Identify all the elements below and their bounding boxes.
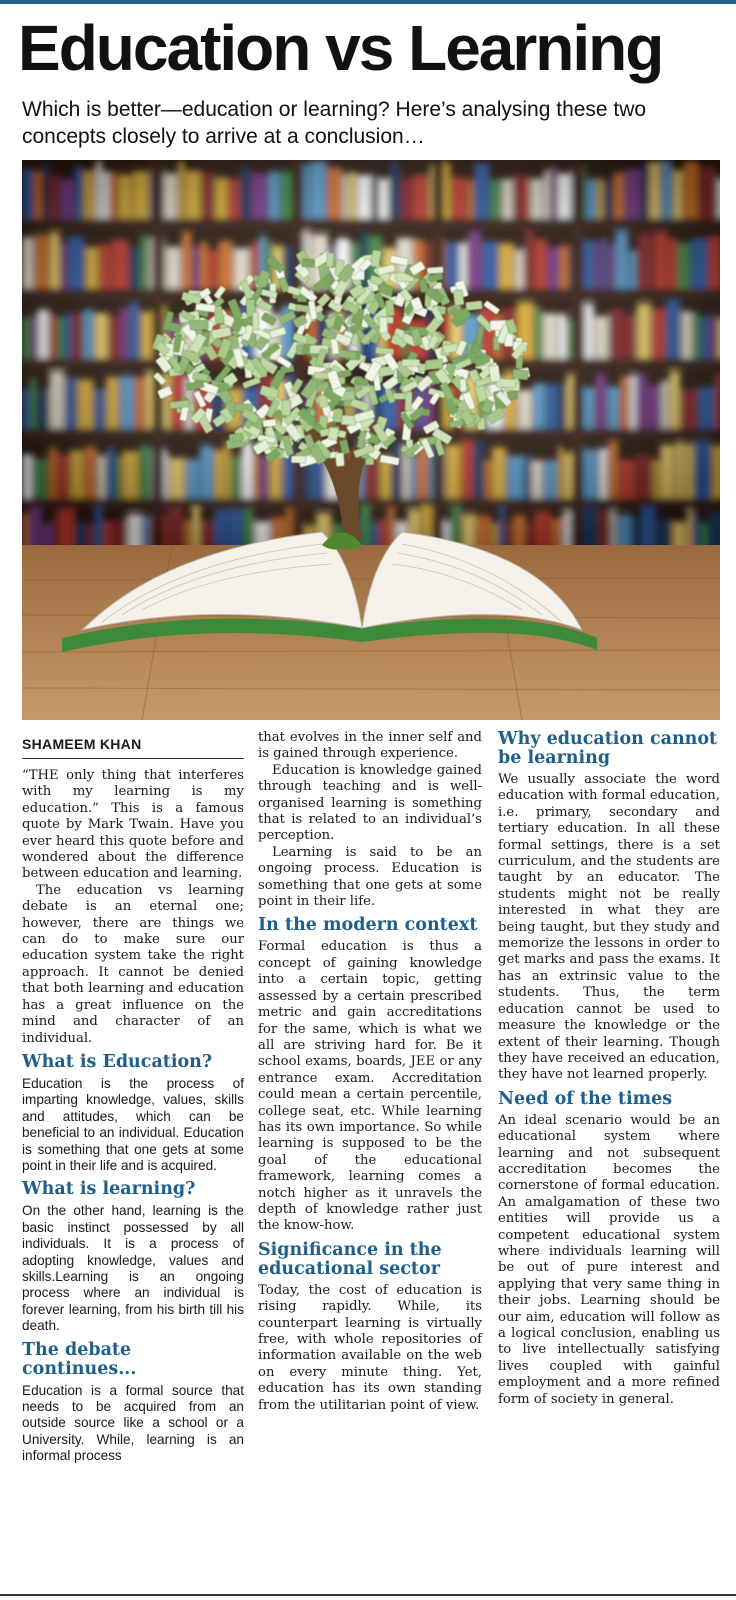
heading-need-of-the-times: Need of the times <box>498 1088 673 1109</box>
banknote-leaf <box>489 365 501 382</box>
what-is-learning-text: On the other hand, learning is the basic instinct possessed by all individuals. It is a process of adopting knowledge, values and skills.Learning is an ongoing process where an individual is forever learning, from his birth till his death. <box>22 1203 244 1334</box>
banknote-leaf <box>512 369 528 380</box>
banknote-leaf <box>453 290 464 306</box>
significance-text: Today, the cost of education is rising rapidly. While, its counterpart learning is virtually free, with whole repositories of information available on the web on every minute thing. Yet, education has its own standing from the utilitarian point of view. <box>258 1282 482 1413</box>
why-text: We usually associate the word education with formal education, i.e. primary, secondary and tertiary education. In all these formal settings, there is a set curriculum, and the students are taught by an educator. The students might not be really interested in what they are being taught, but they study and memorize the lessons in order to get marks and pass the exams. It has an extrinsic value to the students. Thus, the term education cannot be used to measure the knowledge or the extent of their learning. Though they have received an education, they have not learned properly. <box>498 772 720 1083</box>
debate-paragraph-2: Education is knowledge gained through teaching and is well-organised learning is something that is related to an individual’s perception. <box>258 762 482 844</box>
heading-why-education-cannot-be-learning: Why education cannot be learning <box>498 729 718 768</box>
banknote-leaf <box>281 400 291 416</box>
banknote-leaf <box>425 359 443 370</box>
banknote-leaf <box>379 317 387 333</box>
banknote-leaf <box>252 312 258 330</box>
heading-what-is-learning: What is learning? <box>22 1179 196 1200</box>
intro-paragraph-2: The education vs learning debate is an eternal one; however, there are things we can do to make sure our education system take the right approach. It cannot be denied that both learning and education has a great influence on the mind and character of an individual. <box>22 882 244 1046</box>
heading-significance: Significance in the educational sector <box>258 1239 442 1279</box>
banknote-leaf <box>333 409 343 422</box>
modern-context-text: Formal education is thus a concept of gaining knowledge into a certain topic, getting assessed by a certain prescribed metric and gain accreditations for the same, which is what we all are striving hard for. Be it school exams, boards, JEE or any entrance exam. Accreditation could mean a certain percentile, college seat, etc. While learning has its own importance. So while learning is supposed to be the goal of the educational framework, learning comes a notch higher as it unravels the depth of knowledge rather just the know-how. <box>258 939 482 1234</box>
banknote-leaf <box>405 392 412 411</box>
banknote-leaf <box>335 453 344 467</box>
byline: SHAMEEM KHAN <box>22 736 244 759</box>
column-2 <box>258 730 482 1414</box>
banknote-leaf <box>460 379 467 392</box>
intro-paragraph-1: “THE only thing that interferes with my learning is my education.” This is a famous quote by Mark Twain. Have you ever heard this quote before and wondered about the difference between education and learning. <box>22 768 244 882</box>
banknote-leaf <box>302 259 315 268</box>
debate-text: Education is a formal source that needs to be acquired from an outside source like a school or a University. While, learning is an informal process <box>22 1382 244 1464</box>
banknote-leaf <box>466 301 483 311</box>
banknote-leaf <box>385 300 394 316</box>
bottom-rule <box>0 1594 736 1596</box>
top-rule <box>0 0 736 4</box>
banknote-leaf <box>291 456 306 463</box>
heading-modern-context: In the modern context <box>258 915 478 936</box>
banknote-leaf <box>341 415 356 425</box>
headline: Education vs Learning <box>18 12 663 84</box>
column-1 <box>22 768 244 1465</box>
banknote-leaf <box>326 253 334 268</box>
standfirst: Which is better—education or learning? Here’s analysing these two concepts closely to arrive at a conclusion… <box>22 98 647 148</box>
need-text: An ideal scenario would be an educational system where learning and not subsequent accreditation becomes the cornerstone of formal education. An amalgamation of these two entities will provide us a competent educational system where individuals learning will be out of pure interest and applying that very same thing in their jobs. Learning should be our aim, education will follow as a logical conclusion, enabling us to live intellectually satisfying lives coupled with gainful employment and a more refined form of society in general. <box>498 1112 720 1407</box>
heading-debate-continues: The debate continues... <box>22 1339 137 1379</box>
banknote-leaf <box>229 433 244 442</box>
column-3 <box>498 730 720 1408</box>
banknote-leaf <box>327 427 339 441</box>
what-is-education-text: Education is the process of imparting knowledge, values, skills and attitudes, which can be beneficial to an individual. Education is something that one gets at some point in their life and is acquired. <box>22 1075 244 1173</box>
feature-photo-money-tree-on-book <box>22 160 720 720</box>
debate-text-continued: that evolves in the inner self and is gained through experience. <box>258 730 482 762</box>
banknote-leaf <box>263 419 277 427</box>
debate-paragraph-3: Learning is said to be an ongoing process. Education is something that one gets at some point in their life. <box>258 844 482 910</box>
banknote-leaf <box>190 320 209 330</box>
banknote-leaf <box>402 359 420 366</box>
heading-what-is-education: What is Education? <box>22 1051 213 1072</box>
